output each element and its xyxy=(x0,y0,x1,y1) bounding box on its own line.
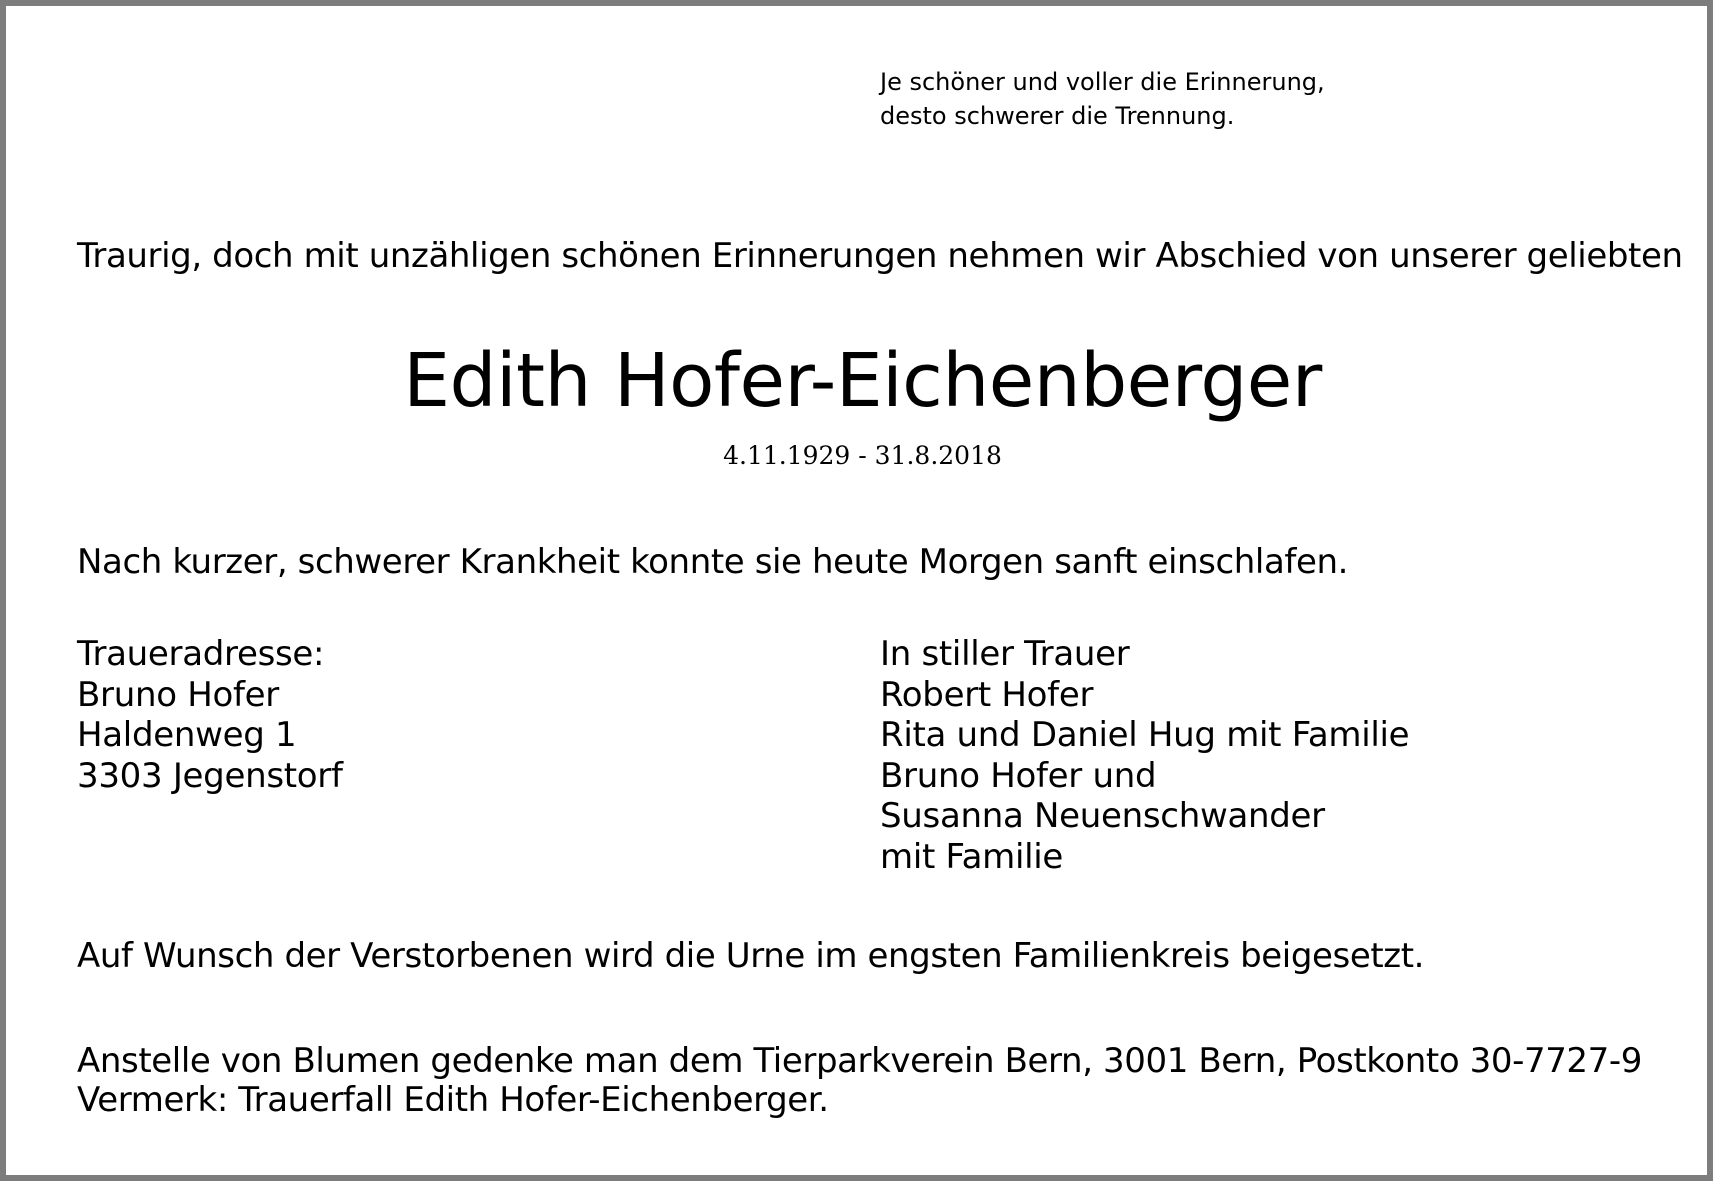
mourners-line-5: Susanna Neuenschwander xyxy=(880,796,1325,836)
mourners-line-3: Rita und Daniel Hug mit Familie xyxy=(880,715,1410,755)
mourners-line-6: mit Familie xyxy=(880,836,1064,877)
address-line-2: Bruno Hofer xyxy=(77,674,279,715)
donation-line-1: Anstelle von Blumen gedenke man dem Tierparkverein Bern, 3001 Bern, Postkonto 30-7727-9 xyxy=(77,1041,1642,1081)
life-dates: 4.11.1929 - 31.8.2018 xyxy=(723,441,1002,470)
donation-line-2: Vermerk: Trauerfall Edith Hofer-Eichenberger. xyxy=(77,1080,829,1120)
address-line-4: 3303 Jegenstorf xyxy=(77,755,343,796)
donation-note xyxy=(77,1042,1642,1120)
illness-note: Nach kurzer, schwerer Krankheit konnte sie heute Morgen sanft einschlafen. xyxy=(77,542,1349,582)
address-line-3: Haldenweg 1 xyxy=(77,715,297,755)
intro-text: Traurig, doch mit unzähligen schönen Erinnerungen nehmen wir Abschied von unserer geliebten xyxy=(77,236,1683,276)
mourners-line-2: Robert Hofer xyxy=(880,674,1094,715)
motto-quote xyxy=(880,65,1325,133)
mourners-line-4: Bruno Hofer und xyxy=(880,755,1157,796)
mourners-line-1: In stiller Trauer xyxy=(880,634,1130,674)
motto-line-1: Je schöner und voller die Erinnerung, xyxy=(880,68,1325,96)
deceased-name: Edith Hofer-Eichenberger xyxy=(403,338,1322,424)
mourners-list xyxy=(880,634,1409,877)
mourning-address xyxy=(77,634,343,796)
motto-line-2: desto schwerer die Trennung. xyxy=(880,102,1235,130)
address-line-1: Traueradresse: xyxy=(77,634,325,674)
burial-note: Auf Wunsch der Verstorbenen wird die Urne im engsten Familienkreis beigesetzt. xyxy=(77,936,1425,976)
